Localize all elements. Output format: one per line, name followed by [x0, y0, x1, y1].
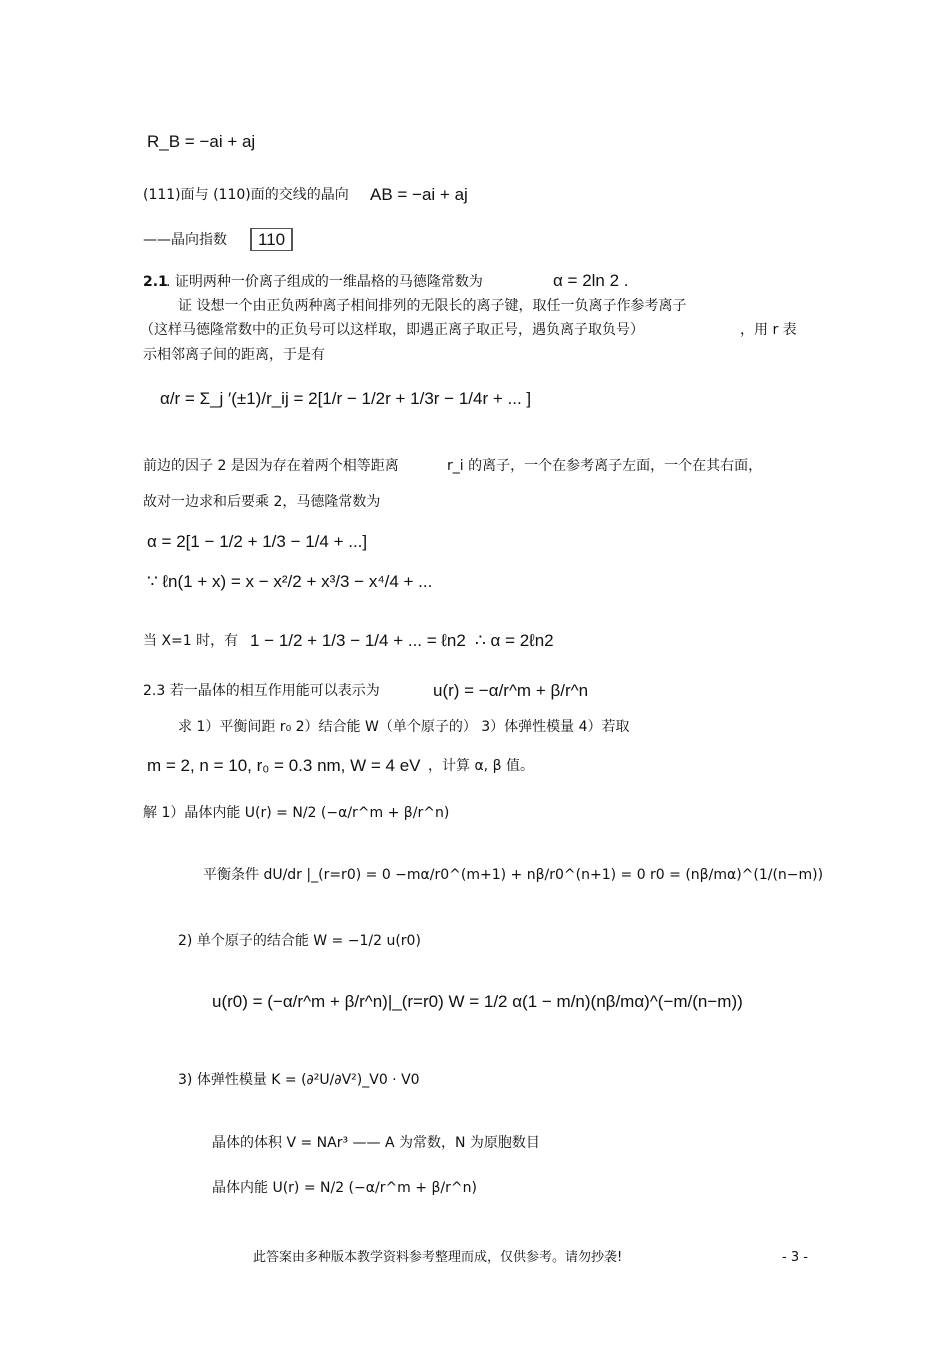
footer-note: 此答案由多种版本教学资料参考整理而成，仅供参考。请勿抄袭! [253, 1250, 623, 1265]
proof-intro: 证 设想一个由正负两种离子相间排列的无限长的离子键，取任一负离子作参考离子 [178, 298, 687, 314]
vector-ab: AB = −ai + aj [370, 185, 468, 204]
distance-definition: 示相邻离子间的距离，于是有 [143, 347, 325, 363]
factor-two-explanation: 前边的因子 2 是因为存在着两个相等距离 [143, 458, 399, 474]
page-number: - 3 - [782, 1250, 808, 1265]
log-series: ∵ ℓn(1 + x) = x − x²/2 + x³/3 − x⁴/4 + ... [147, 572, 433, 591]
problem-2-3-statement: 2.3 若一晶体的相互作用能可以表示为 [143, 683, 380, 699]
direction-index-box [250, 228, 293, 251]
x-equals-one: 当 X=1 时，有 [143, 633, 239, 649]
problem-2-3-tasks: 求 1）平衡间距 r₀ 2）结合能 W（单个原子的） 3）体弹性模量 4）若取 [178, 719, 630, 735]
crystal-volume: 晶体的体积 V = NAr³ —— A 为常数，N 为原胞数目 [212, 1135, 540, 1151]
given-parameters: m = 2, n = 10, r₀ = 0.3 nm, W = 4 eV [147, 756, 421, 775]
sign-convention: （这样马德隆常数中的正负号可以这样取，即遇正离子取正号，遇负离子取负号） [140, 322, 644, 338]
vector-rb-line: R_B = −ai + aj [147, 132, 256, 151]
madelung-result: α = 2ln 2 . [553, 271, 629, 290]
compute-alpha-beta: ，计算 α, β 值。 [428, 758, 534, 774]
equilibrium-condition: 平衡条件 dU/dr |_(r=r0) = 0 −mα/r0^(m+1) + nβ/r0^(n+1) = 0 r0 = (nβ/mα)^(1/(n−m)) [203, 867, 824, 883]
one-side-sum: 故对一边求和后要乘 2，马德隆常数为 [143, 494, 381, 510]
direction-index-label: ——晶向指数 [143, 232, 227, 248]
solution-step-1: 解 1）晶体内能 U(r) = N/2 (−α/r^m + β/r^n) [143, 805, 450, 821]
intersection-text: (111)面与 (110)面的交线的晶向 [143, 187, 349, 203]
interaction-energy: u(r) = −α/r^m + β/r^n [433, 681, 589, 700]
bulk-modulus-step: 3) 体弹性模量 K = (∂²U/∂V²)_V0 · V0 [178, 1072, 420, 1088]
direction-index-value: 110 [250, 228, 293, 251]
problem-number-2-1: 2.1 [143, 274, 168, 290]
binding-energy-equations: u(r0) = (−α/r^m + β/r^n)|_(r=r0) W = 1/2 α(1 − m/n)(nβ/mα)^(−m/(n−m)) [212, 992, 743, 1011]
madelung-sum-equation: α/r = Σ_j ′(±1)/r_ij = 2[1/r − 1/2r + 1/3r − 1/4r + ... ] [160, 389, 532, 408]
madelung-series: α = 2[1 − 1/2 + 1/3 − 1/4 + ...] [147, 532, 368, 551]
alpha-conclusion: ∴ α = 2ℓn2 [475, 631, 554, 650]
log2-series: 1 − 1/2 + 1/3 − 1/4 + ... = ℓn2 [250, 631, 466, 650]
factor-two-explanation-tail: r_i 的离子，一个在参考离子左面，一个在其右面， [447, 458, 763, 474]
crystal-internal-energy: 晶体内能 U(r) = N/2 (−α/r^m + β/r^n) [212, 1180, 477, 1196]
problem-2-1-statement: . 证明两种一价离子组成的一维晶格的马德隆常数为 [166, 274, 483, 290]
sign-convention-tail: ，用 r 表 [740, 322, 797, 338]
binding-energy-step: 2) 单个原子的结合能 W = −1/2 u(r0) [178, 933, 421, 949]
